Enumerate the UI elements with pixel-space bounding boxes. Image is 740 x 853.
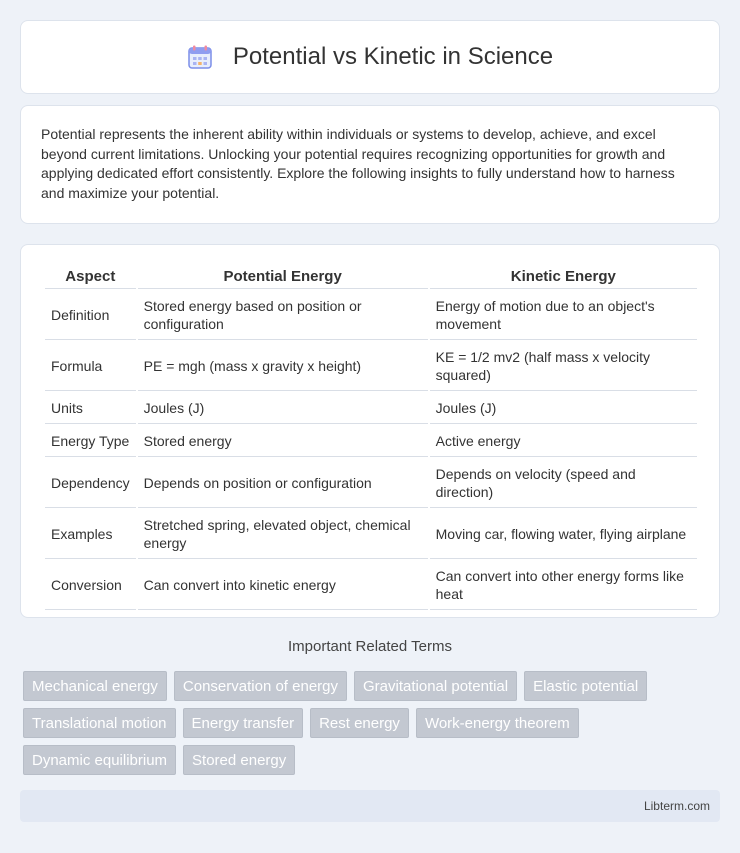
table-row (45, 459, 697, 508)
table-cell-aspect: Examples (45, 510, 136, 559)
table-cell-aspect: Formula (45, 342, 136, 391)
related-term-tag[interactable]: Dynamic equilibrium (23, 745, 176, 775)
related-term-tag[interactable]: Conservation of energy (174, 671, 347, 701)
table-cell-ke: Can convert into other energy forms like heat (430, 561, 697, 610)
related-term-tag[interactable]: Stored energy (183, 745, 295, 775)
related-terms-list (23, 671, 723, 782)
table-header-row (45, 265, 697, 289)
table-cell-pe: Depends on position or configuration (138, 459, 428, 508)
table-row (45, 510, 697, 559)
table-cell-ke: Moving car, flowing water, flying airplane (430, 510, 697, 559)
related-term-tag[interactable]: Translational motion (23, 708, 176, 738)
comparison-table (43, 263, 699, 612)
table-row (45, 561, 697, 610)
related-term-tag[interactable]: Mechanical energy (23, 671, 167, 701)
table-cell-aspect: Energy Type (45, 426, 136, 457)
page-title: Potential vs Kinetic in Science (232, 43, 554, 70)
table-cell-pe: Stored energy (138, 426, 428, 457)
header-potential: Potential Energy (138, 265, 428, 289)
table-cell-ke: Active energy (430, 426, 697, 457)
table-cell-pe: Joules (J) (138, 393, 428, 424)
related-term-tag[interactable]: Rest energy (310, 708, 409, 738)
intro-text: Potential represents the inherent ability within individuals or systems to develop, achieve, and excel beyond current limitations. Unlocking your potential requires recognizing opportunities for growth and applying dedicated effort consistently. Explore the following insights to fully understand how to harness and maximize your potential. (41, 126, 675, 201)
intro-card (20, 105, 720, 224)
table-cell-ke: Depends on velocity (speed and direction) (430, 459, 697, 508)
table-cell-aspect: Definition (45, 291, 136, 340)
table-row (45, 393, 697, 424)
related-term-tag[interactable]: Elastic potential (524, 671, 647, 701)
footer-brand: Libterm.com (643, 799, 710, 813)
table-cell-pe: PE = mgh (mass x gravity x height) (138, 342, 428, 391)
table-cell-aspect: Conversion (45, 561, 136, 610)
table-cell-ke: Energy of motion due to an object's movement (430, 291, 697, 340)
table-row (45, 342, 697, 391)
title-card (20, 20, 720, 94)
table-row (45, 291, 697, 340)
footer (20, 790, 720, 822)
table-cell-pe: Stretched spring, elevated object, chemical energy (138, 510, 428, 559)
comparison-card (20, 244, 720, 618)
calendar-icon (187, 44, 213, 70)
header-kinetic: Kinetic Energy (430, 265, 697, 289)
table-cell-aspect: Units (45, 393, 136, 424)
table-cell-ke: Joules (J) (430, 393, 697, 424)
table-cell-pe: Stored energy based on position or configuration (138, 291, 428, 340)
related-term-tag[interactable]: Energy transfer (183, 708, 304, 738)
related-term-tag[interactable]: Work-energy theorem (416, 708, 579, 738)
table-row (45, 426, 697, 457)
table-cell-aspect: Dependency (45, 459, 136, 508)
related-terms-title: Important Related Terms (288, 638, 452, 655)
header-aspect: Aspect (45, 265, 136, 289)
related-term-tag[interactable]: Gravitational potential (354, 671, 517, 701)
table-cell-pe: Can convert into kinetic energy (138, 561, 428, 610)
table-cell-ke: KE = 1/2 mv2 (half mass x velocity squared) (430, 342, 697, 391)
